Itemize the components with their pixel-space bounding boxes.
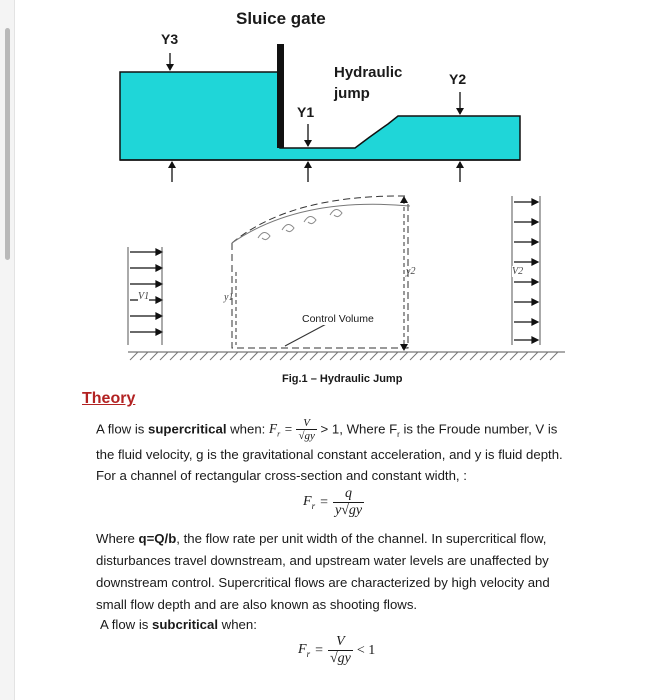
froude-q-equation: $F_r$ = $\frac{q}{y√gy}$ <box>303 486 363 518</box>
line6: downstream control. Supercritical flows are characterized by high velocity and <box>96 575 550 590</box>
label-y1-small: y1 <box>224 292 234 303</box>
theory-heading: Theory <box>82 390 136 407</box>
line5: disturbances travel downstream, and upstream water levels are unaffected by <box>96 553 549 568</box>
figure-caption: Fig.1 – Hydraulic Jump <box>282 373 403 385</box>
label-v2: V2 <box>512 266 524 277</box>
line1-mid: when: <box>226 421 270 437</box>
subcritical-definition-line: A flow is subcritical when: <box>100 617 257 632</box>
equals-sign: = <box>283 421 293 437</box>
sluice-gate <box>277 44 284 148</box>
line3: For a channel of rectangular cross-section and constant width, : <box>96 468 467 483</box>
label-y3: Y3 <box>161 31 179 47</box>
label-jump: jump <box>334 85 370 102</box>
label-y2: Y2 <box>449 71 467 87</box>
label-hydraulic: Hydraulic <box>334 64 403 81</box>
greater-than-one: > 1 <box>320 421 340 437</box>
label-v1: V1 <box>138 291 150 302</box>
q-definition: q=Q/b <box>138 531 177 546</box>
label-control-volume: Control Volume <box>302 313 374 325</box>
subcritical-equation: $F_r$ = $\frac{V}{√gy}$ < 1 <box>298 634 376 666</box>
froude-symbol: $F_r$ <box>269 421 281 440</box>
subcritical-term: subcritical <box>152 617 219 632</box>
line1-post: , Where F <box>339 421 398 437</box>
line1-pre: A flow is <box>96 421 149 437</box>
froude-fraction: $\frac{V}{√gy}$ <box>298 417 315 442</box>
line7: small flow depth and are also known as shooting flows. <box>96 597 418 612</box>
supercritical-definition-line: A flow is supercritical when: $F_r$ = $\frac{V}{√gy}$ > 1, Where $F_r$ is the Froude number, V is <box>96 417 558 442</box>
line2: the fluid velocity, g is the gravitational constant acceleration, and y is fluid depth. <box>96 447 563 462</box>
line4: Where q=Q/b, the flow rate per unit width of the channel. In supercritical flow, <box>96 531 547 546</box>
label-y1: Y1 <box>297 104 315 120</box>
label-y2-small: y2 <box>406 266 416 277</box>
supercritical-term: supercritical <box>148 421 227 437</box>
diagram-title: Sluice gate <box>236 9 326 28</box>
line1-post2: is the Froude number, V is <box>399 421 558 437</box>
